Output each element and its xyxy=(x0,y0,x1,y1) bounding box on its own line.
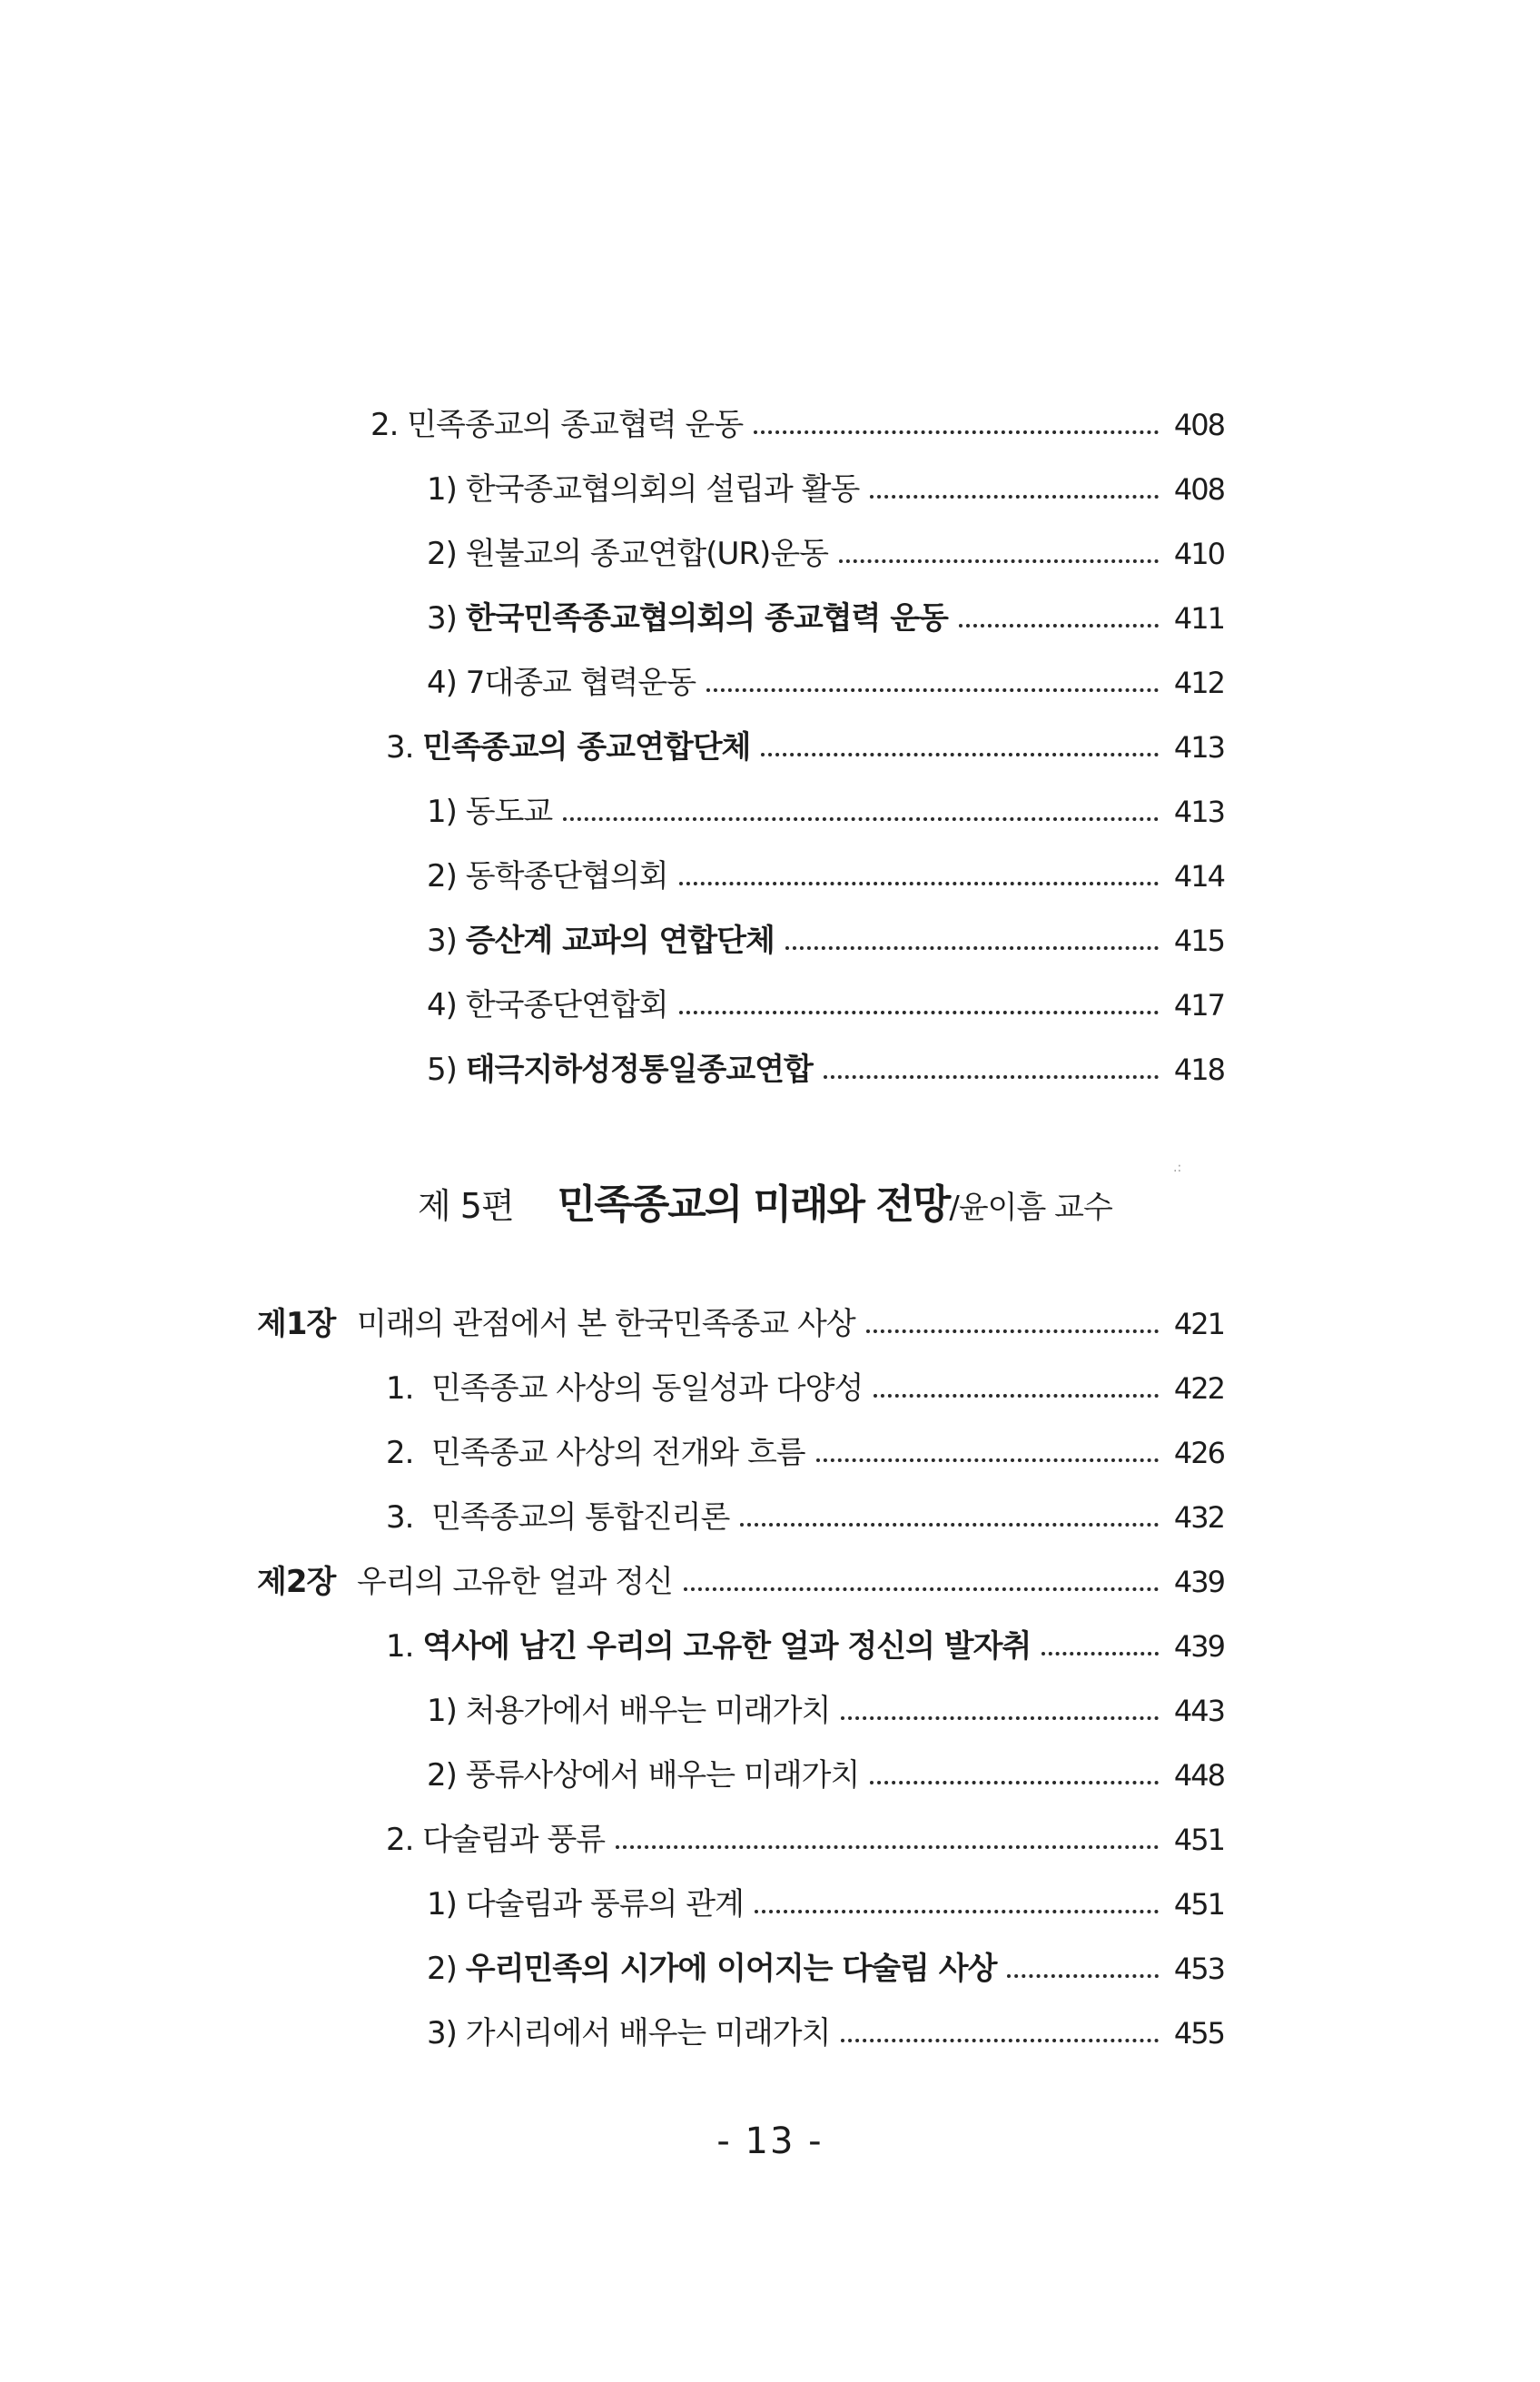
entry-number: 1) xyxy=(427,1886,457,1922)
dot-leader xyxy=(761,753,1159,756)
entry-number: 5) xyxy=(427,1052,457,1088)
entry-number: 2. xyxy=(386,1435,414,1471)
entry-number: 3. xyxy=(386,1499,414,1536)
entry-page-number: 451 xyxy=(1173,1887,1224,1922)
toc-entry xyxy=(386,1430,1224,1476)
entry-number: 4) xyxy=(427,987,457,1023)
part-title: 민족종교의 미래와 전망 xyxy=(557,1181,950,1228)
entry-title: 풍류사상에서 배우는 미래가치 xyxy=(465,1757,860,1794)
entry-page-number: 451 xyxy=(1173,1823,1224,1857)
dot-leader xyxy=(874,1394,1159,1398)
entry-title: 한국민족종교협의회의 종교협력 운동 xyxy=(465,600,948,637)
toc-entry xyxy=(427,660,1224,706)
toc-entry xyxy=(427,1047,1224,1092)
entry-title: 한국종교협의회의 설립과 활동 xyxy=(465,471,860,508)
entry-page-number: 439 xyxy=(1173,1565,1224,1599)
entry-title: 민족종교 사상의 전개와 흐름 xyxy=(431,1435,805,1471)
entry-page-number: 408 xyxy=(1173,472,1224,507)
toc-entry xyxy=(386,1624,1224,1669)
entry-title: 한국종단연합회 xyxy=(465,987,668,1023)
page-number: - 13 - xyxy=(716,2120,824,2162)
entry-number: 3) xyxy=(427,2015,457,2051)
entry-page-number: 432 xyxy=(1173,1500,1224,1535)
dot-leader xyxy=(841,2039,1159,2042)
entry-page-number: 412 xyxy=(1173,666,1224,700)
entry-number: 1) xyxy=(427,471,457,508)
dot-leader xyxy=(841,1716,1159,1720)
toc-entry xyxy=(427,983,1224,1028)
entry-page-number: 426 xyxy=(1173,1436,1224,1470)
part-heading xyxy=(418,1171,1112,1226)
dot-leader xyxy=(706,688,1159,692)
entry-number: 3) xyxy=(427,923,457,959)
dot-leader xyxy=(679,882,1159,885)
toc-entry xyxy=(427,467,1224,512)
toc-chapter-entry xyxy=(257,1301,1224,1347)
dot-leader xyxy=(1041,1652,1159,1656)
entry-title: 민족종교의 종교연합단체 xyxy=(422,729,751,766)
entry-title: 7대종교 협력운동 xyxy=(465,665,696,701)
entry-page-number: 455 xyxy=(1173,2016,1224,2051)
toc-entry xyxy=(427,1688,1224,1734)
toc-entry xyxy=(427,1946,1224,1992)
dot-leader xyxy=(870,495,1159,499)
scan-speck: .: xyxy=(1173,1161,1182,1175)
entry-title: 동학종단협의회 xyxy=(465,858,668,894)
entry-page-number: 414 xyxy=(1173,859,1224,894)
dot-leader xyxy=(684,1587,1159,1591)
entry-page-number: 408 xyxy=(1173,408,1224,442)
toc-entry xyxy=(427,596,1224,641)
dot-leader xyxy=(616,1845,1159,1849)
dot-leader xyxy=(824,1075,1159,1079)
entry-title: 가시리에서 배우는 미래가치 xyxy=(465,2015,831,2051)
entry-title: 역사에 남긴 우리의 고유한 얼과 정신의 발자취 xyxy=(422,1628,1032,1665)
entry-title: 동도교 xyxy=(465,794,553,830)
entry-number: 1. xyxy=(386,1628,414,1665)
part-number: 제 5편 xyxy=(418,1186,514,1226)
dot-leader xyxy=(755,1910,1159,1913)
entry-title: 원불교의 종교연합(UR)운동 xyxy=(465,536,829,572)
toc-entry xyxy=(386,1495,1224,1540)
entry-title: 다술림과 풍류 xyxy=(422,1822,606,1858)
entry-title: 미래의 관점에서 본 한국민족종교 사상 xyxy=(357,1306,855,1342)
entry-title: 처용가에서 배우는 미래가치 xyxy=(465,1693,831,1729)
entry-title: 민족종교의 통합진리론 xyxy=(431,1499,730,1536)
dot-leader xyxy=(816,1458,1159,1462)
entry-page-number: 448 xyxy=(1173,1758,1224,1793)
toc-entry xyxy=(427,854,1224,899)
entry-title: 민족종교의 종교협력 운동 xyxy=(407,407,744,443)
chapter-label: 제1장 xyxy=(257,1306,336,1342)
entry-title: 다술림과 풍류의 관계 xyxy=(465,1886,744,1922)
dot-leader xyxy=(1007,1974,1159,1978)
entry-number: 2) xyxy=(427,1757,457,1794)
dot-leader xyxy=(754,430,1159,434)
entry-title: 태극지하성정통일종교연합 xyxy=(465,1052,813,1088)
entry-page-number: 422 xyxy=(1173,1371,1224,1406)
dot-leader xyxy=(959,624,1159,628)
entry-page-number: 411 xyxy=(1173,601,1224,636)
entry-page-number: 413 xyxy=(1173,730,1224,765)
entry-title: 민족종교 사상의 동일성과 다양성 xyxy=(431,1370,864,1407)
entry-number: 1) xyxy=(427,794,457,830)
toc-entry xyxy=(427,789,1224,835)
dot-leader xyxy=(866,1329,1159,1333)
dot-leader xyxy=(839,559,1159,563)
entry-page-number: 410 xyxy=(1173,537,1224,571)
entry-number: 1. xyxy=(386,1370,414,1407)
entry-page-number: 418 xyxy=(1173,1053,1224,1087)
entry-page-number: 421 xyxy=(1173,1307,1224,1341)
dot-leader xyxy=(679,1011,1159,1014)
toc-entry xyxy=(427,918,1224,964)
toc-entry xyxy=(427,1753,1224,1798)
entry-page-number: 439 xyxy=(1173,1629,1224,1664)
toc-entry xyxy=(427,1882,1224,1927)
entry-page-number: 443 xyxy=(1173,1694,1224,1728)
dot-leader xyxy=(740,1523,1159,1527)
dot-leader xyxy=(785,946,1159,950)
entry-number: 4) xyxy=(427,665,457,701)
entry-number: 1) xyxy=(427,1693,457,1729)
toc-entry xyxy=(386,1817,1224,1863)
entry-title: 증산계 교파의 연합단체 xyxy=(465,923,775,959)
part-author: /윤이흠 교수 xyxy=(949,1190,1112,1226)
dot-leader xyxy=(563,817,1159,821)
entry-page-number: 413 xyxy=(1173,795,1224,829)
entry-title: 우리민족의 시가에 이어지는 다술림 사상 xyxy=(465,1951,997,1987)
dot-leader xyxy=(870,1781,1159,1784)
entry-number: 3) xyxy=(427,600,457,637)
toc-entry xyxy=(427,531,1224,577)
entry-page-number: 453 xyxy=(1173,1952,1224,1986)
chapter-label: 제2장 xyxy=(257,1564,336,1600)
entry-page-number: 415 xyxy=(1173,924,1224,958)
toc-entry xyxy=(427,2011,1224,2056)
toc-entry xyxy=(370,402,1224,448)
entry-page-number: 417 xyxy=(1173,988,1224,1023)
entry-number: 2) xyxy=(427,1951,457,1987)
entry-number: 2) xyxy=(427,858,457,894)
entry-number: 2. xyxy=(370,407,399,443)
toc-entry xyxy=(386,1366,1224,1411)
entry-number: 2. xyxy=(386,1822,414,1858)
entry-number: 2) xyxy=(427,536,457,572)
entry-number: 3. xyxy=(386,729,414,766)
toc-entry xyxy=(386,725,1224,770)
entry-title: 우리의 고유한 얼과 정신 xyxy=(357,1564,673,1600)
toc-chapter-entry xyxy=(257,1559,1224,1605)
